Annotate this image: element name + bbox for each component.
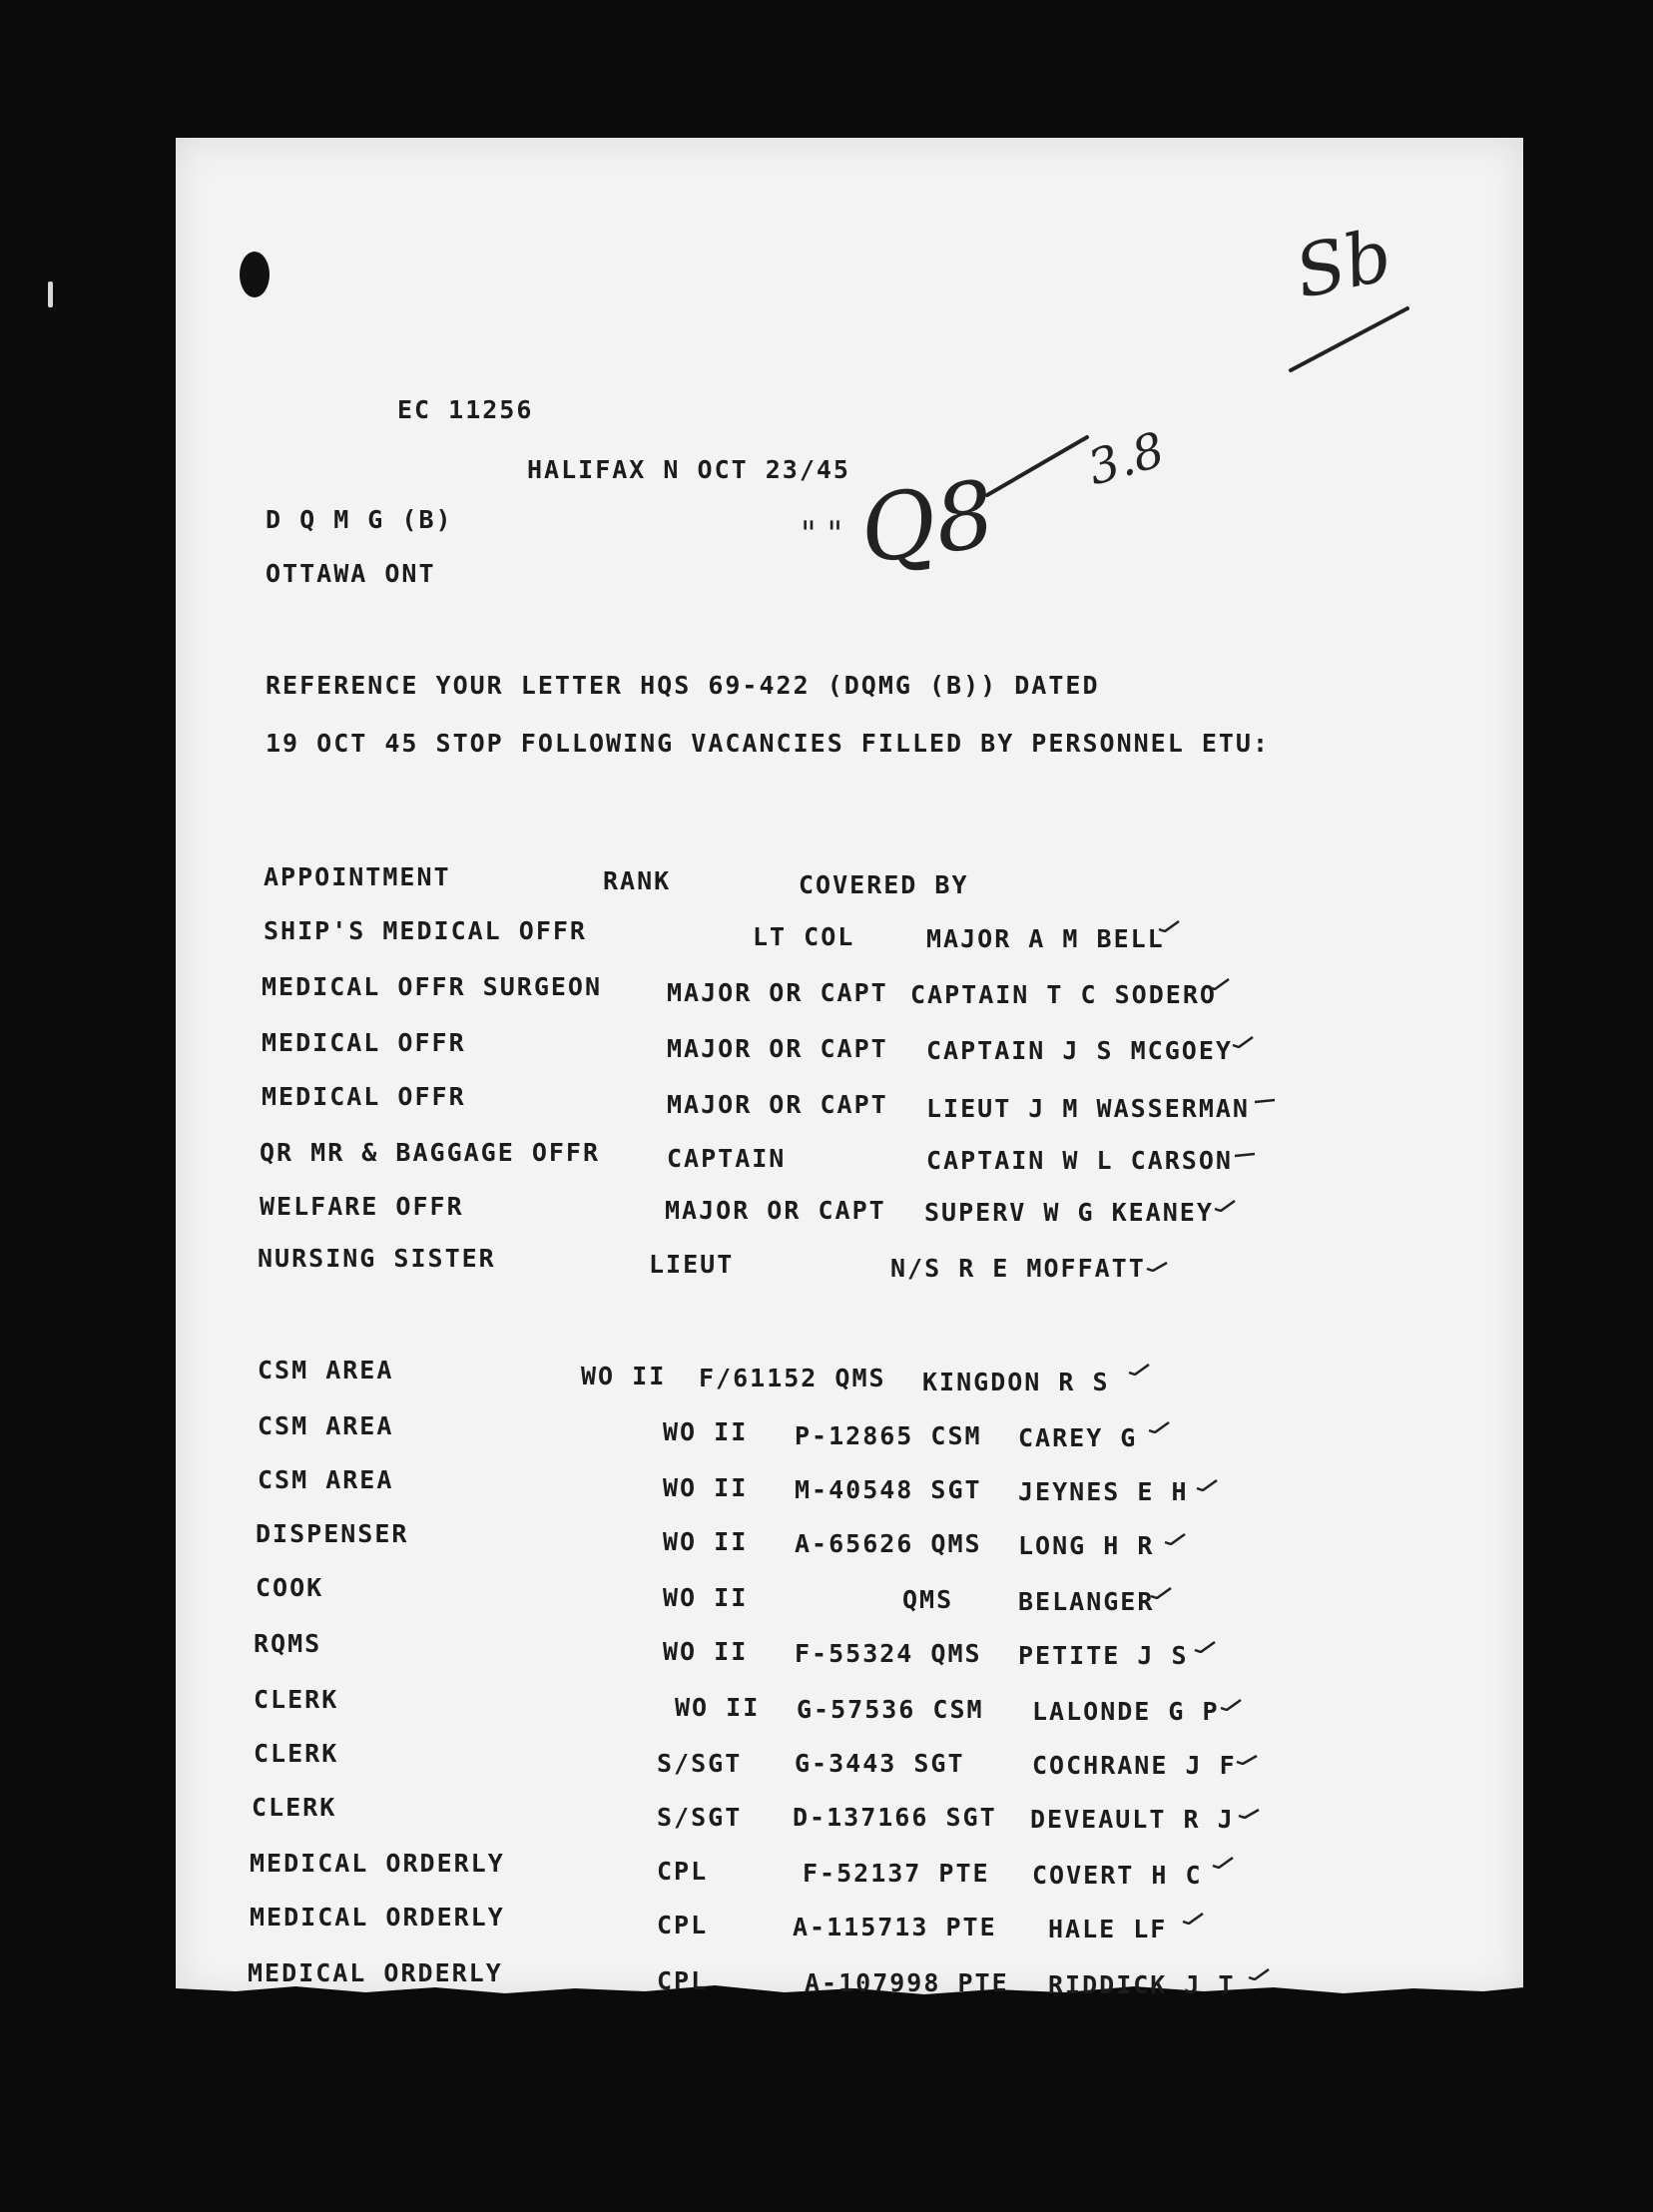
edge-mark bbox=[48, 281, 53, 307]
check-mark-icon bbox=[1208, 978, 1230, 990]
name-cell: BELANGER bbox=[1018, 1587, 1155, 1616]
appointment-cell: CLERK bbox=[254, 1739, 339, 1768]
rank-cell: WO II bbox=[581, 1362, 667, 1390]
handwritten-annotation-suffix: 3.8 bbox=[1081, 421, 1171, 497]
handwritten-annotation: Q8 bbox=[853, 460, 1001, 585]
check-mark-icon bbox=[1196, 1479, 1218, 1491]
rank-cell: WO II bbox=[675, 1693, 761, 1722]
regimental-number-cell: QMS bbox=[902, 1585, 954, 1614]
appointment-cell: COOK bbox=[256, 1573, 324, 1602]
check-mark-icon bbox=[1236, 1753, 1258, 1765]
name-cell: CAREY G bbox=[1018, 1423, 1138, 1452]
appointment-cell: WELFARE OFFR bbox=[260, 1192, 464, 1221]
handwritten-page-mark: Sb bbox=[1288, 212, 1399, 315]
covered-by-cell: LIEUT J M WASSERMAN bbox=[926, 1094, 1250, 1123]
rank-cell: LIEUT bbox=[649, 1250, 735, 1279]
regimental-number-cell: F-55324 QMS bbox=[795, 1639, 982, 1668]
name-cell: COVERT H C bbox=[1032, 1861, 1203, 1890]
check-mark-icon bbox=[1182, 1913, 1204, 1925]
check-mark-icon bbox=[1150, 1587, 1172, 1599]
check-mark-icon bbox=[1194, 1641, 1216, 1653]
regimental-number-cell: M-40548 SGT bbox=[795, 1475, 982, 1504]
rank-cell: CPL bbox=[657, 1857, 709, 1886]
appointment-cell: MEDICAL OFFR bbox=[262, 1028, 466, 1057]
covered-by-cell: CAPTAIN W L CARSON bbox=[926, 1146, 1233, 1175]
column-header-rank: RANK bbox=[603, 866, 672, 895]
appointment-cell: MEDICAL OFFR SURGEON bbox=[262, 972, 603, 1001]
appointment-cell: SHIP'S MEDICAL OFFR bbox=[264, 916, 587, 945]
appointment-cell: CLERK bbox=[254, 1685, 339, 1714]
regimental-number-cell: P-12865 CSM bbox=[795, 1421, 982, 1450]
appointment-cell: MEDICAL ORDERLY bbox=[250, 1903, 505, 1932]
covered-by-cell: CAPTAIN T C SODERO bbox=[910, 980, 1217, 1009]
name-cell: HALE LF bbox=[1048, 1915, 1168, 1943]
check-mark-icon bbox=[1158, 920, 1180, 932]
name-cell: DEVEAULT R J bbox=[1030, 1805, 1235, 1834]
body-line-2: 19 OCT 45 STOP FOLLOWING VACANCIES FILLED BY PERSONNEL ETU: bbox=[266, 729, 1271, 758]
check-mark-icon bbox=[1148, 1421, 1170, 1433]
rank-cell: CPL bbox=[657, 1911, 709, 1939]
check-mark-icon bbox=[1238, 1807, 1260, 1819]
check-mark-icon bbox=[1214, 1200, 1236, 1212]
covered-by-cell: MAJOR A M BELL bbox=[926, 924, 1165, 953]
regimental-number-cell: F-52137 PTE bbox=[803, 1859, 990, 1888]
regimental-number-cell: A-115713 PTE bbox=[793, 1913, 997, 1941]
appointment-cell: CSM AREA bbox=[258, 1411, 394, 1440]
rank-cell: MAJOR OR CAPT bbox=[667, 1034, 888, 1063]
check-mark-icon bbox=[1232, 1036, 1254, 1048]
addressee-line-1: D Q M G (B) bbox=[266, 505, 453, 534]
check-mark-icon bbox=[1212, 1857, 1234, 1869]
name-cell: JEYNES E H bbox=[1018, 1477, 1189, 1506]
reference-number: EC 11256 bbox=[397, 395, 534, 424]
name-cell: LONG H R bbox=[1018, 1531, 1155, 1560]
rank-cell: WO II bbox=[663, 1583, 749, 1612]
name-cell: RIDDICK J T bbox=[1048, 1970, 1236, 1999]
origin-date-line: HALIFAX N OCT 23/45 bbox=[527, 455, 850, 484]
covered-by-cell: N/S R E MOFFATT bbox=[890, 1254, 1146, 1283]
regimental-number-cell: A-65626 QMS bbox=[795, 1529, 982, 1558]
body-line-1: REFERENCE YOUR LETTER HQS 69-422 (DQMG (B)) DATED bbox=[266, 671, 1100, 700]
handwritten-underline bbox=[1288, 304, 1412, 374]
rank-cell: WO II bbox=[663, 1473, 749, 1502]
check-mark-icon bbox=[1164, 1533, 1186, 1545]
check-mark-icon bbox=[1146, 1260, 1168, 1272]
appointment-cell: MEDICAL ORDERLY bbox=[250, 1849, 505, 1878]
rank-cell: WO II bbox=[663, 1417, 749, 1446]
name-cell: LALONDE G P bbox=[1032, 1697, 1220, 1726]
regimental-number-cell: F/61152 QMS bbox=[699, 1364, 886, 1392]
rank-cell: LT COL bbox=[753, 922, 855, 951]
check-mark-icon bbox=[1254, 1094, 1276, 1106]
check-mark-icon bbox=[1234, 1148, 1256, 1160]
check-mark-icon bbox=[1220, 1699, 1242, 1711]
handwritten-dash bbox=[983, 431, 1093, 501]
column-header-covered-by: COVERED BY bbox=[799, 870, 969, 899]
appointment-cell: RQMS bbox=[254, 1629, 322, 1658]
punch-hole bbox=[240, 252, 270, 297]
appointment-cell: DISPENSER bbox=[256, 1519, 409, 1548]
handwritten-quote-marks: " " bbox=[801, 514, 843, 554]
rank-cell: MAJOR OR CAPT bbox=[665, 1196, 886, 1225]
name-cell: PETITE J S bbox=[1018, 1641, 1189, 1670]
regimental-number-cell: G-3443 SGT bbox=[795, 1749, 965, 1778]
regimental-number-cell: G-57536 CSM bbox=[797, 1695, 984, 1724]
column-header-appointment: APPOINTMENT bbox=[264, 862, 451, 891]
appointment-cell: MEDICAL ORDERLY bbox=[248, 1958, 503, 1987]
rank-cell: WO II bbox=[663, 1527, 749, 1556]
regimental-number-cell: D-137166 SGT bbox=[793, 1803, 997, 1832]
rank-cell: CAPTAIN bbox=[667, 1144, 787, 1173]
regimental-number-cell: A-107998 PTE bbox=[805, 1968, 1009, 1997]
appointment-cell: CSM AREA bbox=[258, 1356, 394, 1384]
check-mark-icon bbox=[1128, 1364, 1150, 1376]
appointment-cell: CLERK bbox=[252, 1793, 337, 1822]
rank-cell: CPL bbox=[657, 1966, 709, 1995]
name-cell: COCHRANE J F bbox=[1032, 1751, 1237, 1780]
appointment-cell: QR MR & BAGGAGE OFFR bbox=[260, 1138, 601, 1167]
covered-by-cell: SUPERV W G KEANEY bbox=[924, 1198, 1214, 1227]
appointment-cell: MEDICAL OFFR bbox=[262, 1082, 466, 1111]
addressee-line-2: OTTAWA ONT bbox=[266, 559, 436, 588]
appointment-cell: NURSING SISTER bbox=[258, 1244, 496, 1273]
rank-cell: MAJOR OR CAPT bbox=[667, 978, 888, 1007]
name-cell: KINGDON R S bbox=[922, 1368, 1110, 1396]
rank-cell: S/SGT bbox=[657, 1803, 743, 1832]
rank-cell: S/SGT bbox=[657, 1749, 743, 1778]
rank-cell: WO II bbox=[663, 1637, 749, 1666]
rank-cell: MAJOR OR CAPT bbox=[667, 1090, 888, 1119]
check-mark-icon bbox=[1248, 1968, 1270, 1980]
appointment-cell: CSM AREA bbox=[258, 1465, 394, 1494]
covered-by-cell: CAPTAIN J S MCGOEY bbox=[926, 1036, 1233, 1065]
